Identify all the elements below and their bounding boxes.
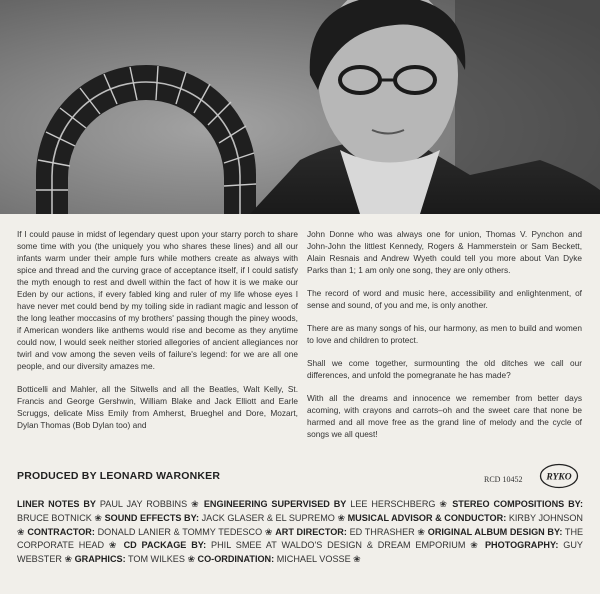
credit-name: PHIL SMEE AT WALDO'S DESIGN & DREAM EMPORIUM xyxy=(211,540,466,551)
flower-separator-icon: ❀ xyxy=(353,554,361,565)
credit-role: CD PACKAGE BY: xyxy=(123,540,207,551)
credit-name: PAUL JAY ROBBINS xyxy=(99,499,188,509)
credit-role: STEREO COMPOSITIONS BY: xyxy=(452,499,584,509)
credit-role: ENGINEERING SUPERVISED BY xyxy=(203,499,347,509)
credit-role: LINER NOTES BY xyxy=(17,499,96,509)
catalog-number: RCD 10452 xyxy=(484,475,523,484)
liner-paragraph: Botticelli and Mahler, all the Sitwells and all the Beatles, Walt Kelly, St. Francis and George Gershwin, William Blake and Jack Elliott and Earle Scruggs, delicate Miss Emily from Amherst, Brueghel and Dore, Mozart, Dylan Thomas (Bob Dylan too) and xyxy=(17,384,298,430)
flower-separator-icon: ❀ xyxy=(417,526,426,537)
credit-name: THE CORPORATE HEAD xyxy=(17,526,584,551)
flower-separator-icon: ❀ xyxy=(439,499,449,509)
credit-name: GUY WEBSTER xyxy=(17,540,583,565)
credit-name: JACK GLASER & EL SUPREMO xyxy=(201,512,335,523)
credit-name: BRUCE BOTNICK xyxy=(17,512,92,523)
liner-paragraph: The record of word and music here, accessibility and enlightenment, of sense and sound, of you and me, is only another. xyxy=(307,288,582,310)
credit-role: MUSICAL ADVISOR & CONDUCTOR: xyxy=(347,512,507,523)
liner-notes-right-column xyxy=(307,228,582,451)
credit-role: SOUND EFFECTS BY: xyxy=(104,512,199,523)
credit-name: TOM WILKES xyxy=(127,554,185,565)
credits-block xyxy=(17,498,583,567)
credit-role: CO-ORDINATION: xyxy=(197,554,275,565)
credit-name: DONALD LANIER & TOMMY TEDESCO xyxy=(97,526,263,537)
credit-name: ED THRASHER xyxy=(349,526,415,537)
credit-name: LEE HERSCHBERG xyxy=(350,499,436,509)
cover-photo xyxy=(0,0,600,214)
photo-illustration xyxy=(0,0,600,214)
producer-credit: PRODUCED BY LEONARD WARONKER xyxy=(17,470,221,482)
liner-paragraph: John Donne who was always one for union, Thomas V. Pynchon and John-John the littlest Kennedy, Rogers & Hammerstein or Sam Beckett, Alain Resnais and Andrew Wyeth could tell you more about Van Dyke Parks than 1; 1 am only one song, they are only others. xyxy=(307,229,582,275)
liner-paragraph: If I could pause in midst of legendary quest upon your starry porch to share some time with you (the uniquely you who shares these lines) and all our infants warm under their ample furs while mothers create as always with spice and thread and the curving grace of acceptance itself, if I could satisfy the myth enough to rest and dwell within the fact of how it is we make our Eden by our actions, if every fabled king and ruler of my life whose eyes I have never met could bend by my toiling side in radiant magic and lesson of the long leather moccasins of my brothers' passing though the piney woods, if American wonders like anthems would rise and become as they anytime could now, I would seek neither storied allegories of ancient allegiances nor twirl and vow among the seven veils of failure's legend: for we are all one people, and our diversity amazes me. xyxy=(17,229,298,371)
liner-paragraph: There are as many songs of his, our harmony, as men to build and women to love and children to protect. xyxy=(307,323,582,345)
credit-name: MICHAEL VOSSE xyxy=(276,554,351,565)
liner-notes-left-column xyxy=(17,228,298,442)
flower-separator-icon: ❀ xyxy=(108,540,119,551)
flower-separator-icon: ❀ xyxy=(191,499,200,509)
flower-separator-icon: ❀ xyxy=(470,540,481,551)
credit-name: KIRBY JOHNSON xyxy=(508,512,583,523)
flower-separator-icon: ❀ xyxy=(337,512,346,523)
flower-separator-icon: ❀ xyxy=(264,526,273,537)
flower-separator-icon: ❀ xyxy=(94,512,103,523)
flower-separator-icon: ❀ xyxy=(64,554,73,565)
flower-separator-icon: ❀ xyxy=(17,526,25,537)
liner-paragraph: Shall we come together, surmounting the old ditches we call our differences, and unfold the pomegranate he has made? xyxy=(307,358,582,380)
credit-role: PHOTOGRAPHY: xyxy=(484,540,559,551)
ryko-logo xyxy=(539,463,579,489)
liner-paragraph: With all the dreams and innocence we remember from better days acoming, with crayons and carrots–oh and the sweet care that none be harmed and all move free as the grand line of melody and the cycle of songs we all quest! xyxy=(307,393,582,439)
credit-role: GRAPHICS: xyxy=(74,554,126,565)
credit-role: ART DIRECTOR: xyxy=(275,526,347,537)
credit-role: ORIGINAL ALBUM DESIGN BY: xyxy=(427,526,563,537)
svg-text:RYKO: RYKO xyxy=(546,472,572,483)
flower-separator-icon: ❀ xyxy=(187,554,195,565)
credit-role: CONTRACTOR: xyxy=(27,526,95,537)
